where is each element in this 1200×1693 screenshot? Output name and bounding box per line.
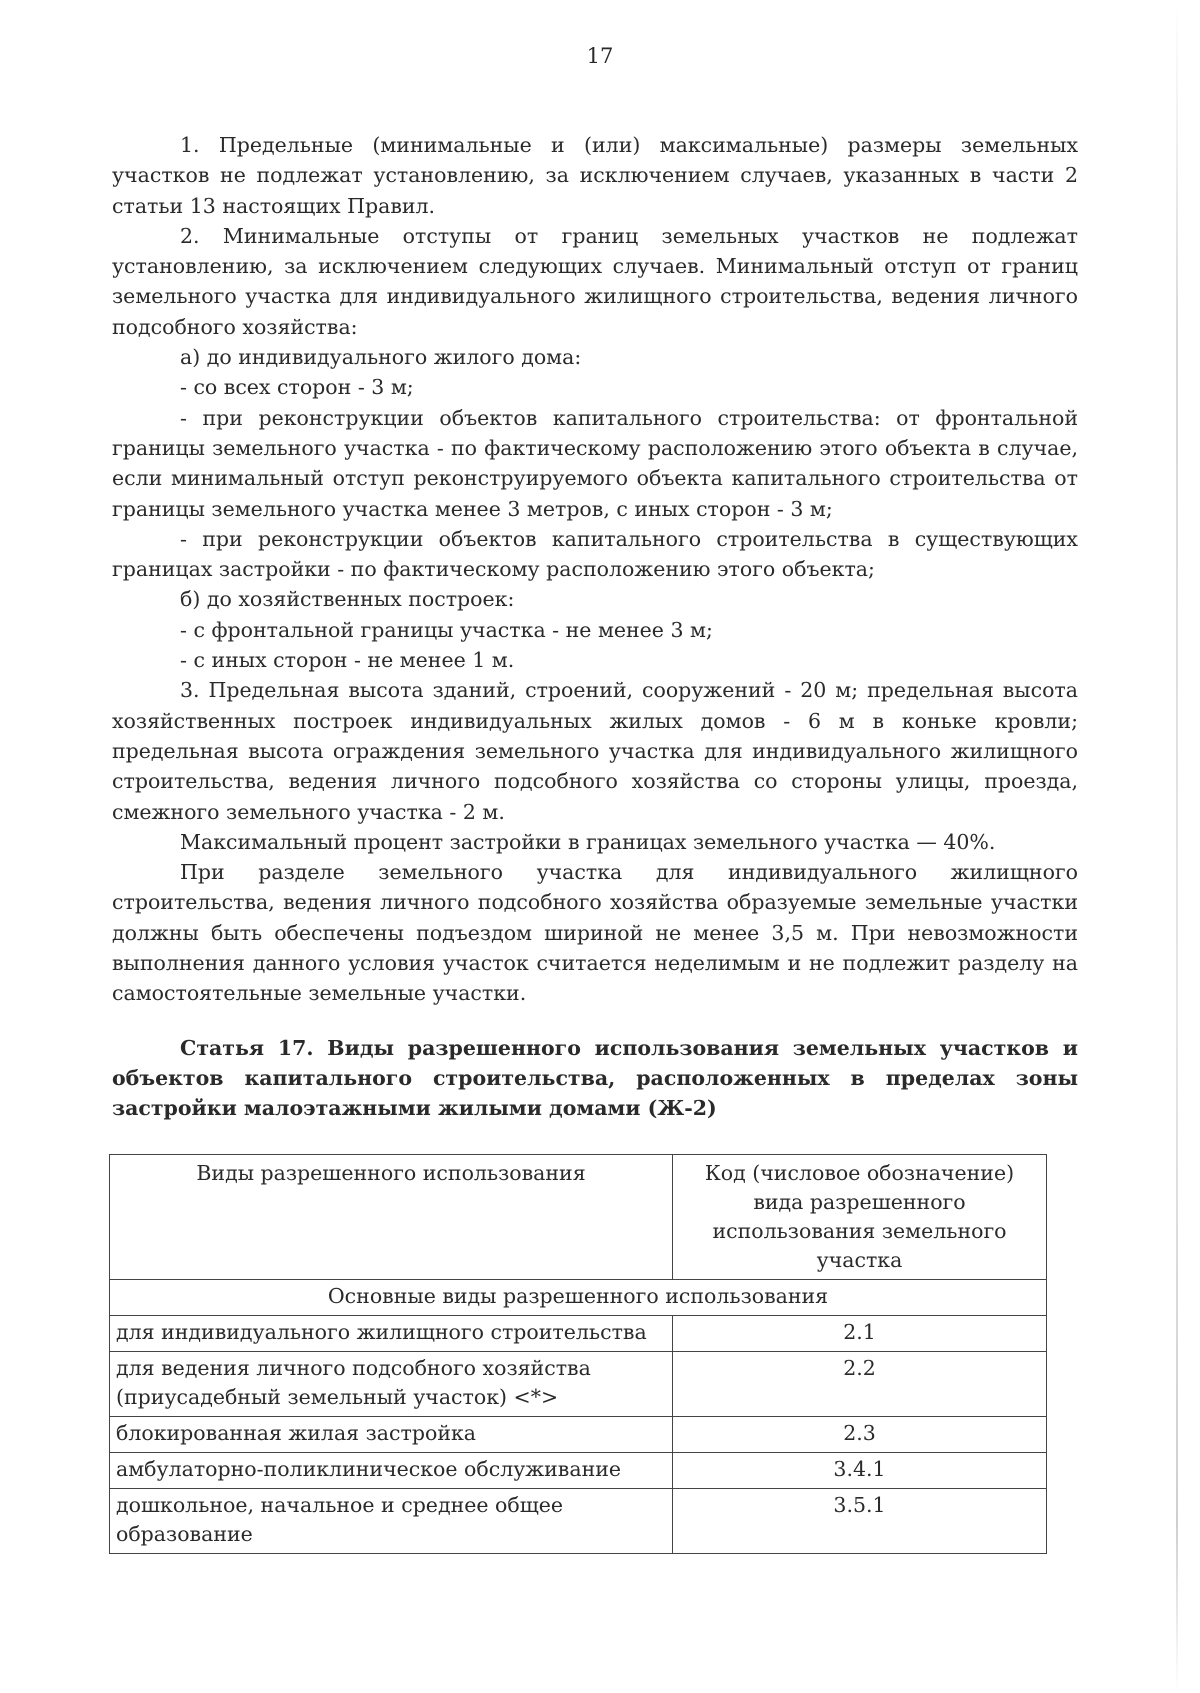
table-row	[110, 1489, 1047, 1554]
table-header-row	[110, 1155, 1047, 1280]
article-title: Статья 17. Виды разрешенного использования земельных участков и объектов капитального строительства, расположенных в пределах зоны застройки малоэтажными жилыми домами (Ж-2)	[112, 1036, 1078, 1120]
permitted-uses-table	[109, 1154, 1047, 1554]
use-name: дошкольное, начальное и среднее общее образование	[110, 1489, 673, 1554]
use-name: для ведения личного подсобного хозяйства (приусадебный земельный участок) <*>	[110, 1352, 673, 1417]
table-row	[110, 1352, 1047, 1417]
scan-edge-line	[1176, 0, 1178, 1693]
table-section-row	[110, 1280, 1047, 1316]
document-body	[112, 130, 1078, 1009]
use-code: 2.2	[673, 1352, 1047, 1417]
paragraph-3: а) до индивидуального жилого дома:	[180, 345, 582, 370]
use-code: 2.3	[673, 1417, 1047, 1453]
table-row	[110, 1453, 1047, 1489]
paragraph-1: 1. Предельные (минимальные и (или) максимальные) размеры земельных участков не подлежат установлению, за исключением случаев, указанных в части 2 статьи 13 настоящих Правил.	[112, 133, 1078, 218]
use-code: 3.5.1	[673, 1489, 1047, 1554]
table-row	[110, 1417, 1047, 1453]
paragraph-7: б) до хозяйственных построек:	[180, 587, 515, 612]
paragraph-12: При разделе земельного участка для индивидуального жилищного строительства, ведения личного подсобного хозяйства образуемые земельные участки должны быть обеспечены подъездом шириной не менее 3,5 м. При невозможности выполнения данного условия участок считается неделимым и не подлежит разделу на самостоятельные земельные участки.	[112, 860, 1078, 1006]
header-use-name: Виды разрешенного использования	[110, 1155, 673, 1280]
use-name: для индивидуального жилищного строительства	[110, 1316, 673, 1352]
use-name: амбулаторно-поликлиническое обслуживание	[110, 1453, 673, 1489]
paragraph-2: 2. Минимальные отступы от границ земельных участков не подлежат установлению, за исключением следующих случаев. Минимальный отступ от границ земельного участка для индивидуального жилищного строительства, ведения личного подсобного хозяйства:	[112, 223, 1078, 339]
paragraph-6: - при реконструкции объектов капитального строительства в существующих границах застройки - по фактическому расположению этого объекта;	[112, 526, 1078, 582]
paragraph-5: - при реконструкции объектов капитального строительства: от фронтальной границы земельного участка - по фактическому расположению этого объекта в случае, если минимальный отступ реконструируемого объекта капитального строительства от границы земельного участка менее 3 метров, с иных сторон - 3 м;	[112, 405, 1078, 521]
paragraph-4: - со всех сторон - 3 м;	[180, 375, 414, 400]
paragraph-9: - с иных сторон - не менее 1 м.	[180, 648, 515, 673]
page-number: 17	[586, 44, 614, 68]
section-title: Основные виды разрешенного использования	[110, 1280, 1047, 1316]
use-code: 3.4.1	[673, 1453, 1047, 1489]
use-name: блокированная жилая застройка	[110, 1417, 673, 1453]
paragraph-11: Максимальный процент застройки в границах земельного участка — 40%.	[180, 829, 996, 854]
paragraph-10: 3. Предельная высота зданий, строений, сооружений - 20 м; предельная высота хозяйственных построек индивидуальных жилых домов - 6 м в коньке кровли; предельная высота ограждения земельного участка для индивидуального жилищного строительства, ведения личного подсобного хозяйства со стороны улицы, проезда, смежного земельного участка - 2 м.	[112, 678, 1078, 824]
header-use-code: Код (числовое обозначение) вида разрешенного использования земельного участка	[673, 1155, 1047, 1280]
paragraph-8: - с фронтальной границы участка - не менее 3 м;	[180, 617, 713, 642]
use-code: 2.1	[673, 1316, 1047, 1352]
table-row	[110, 1316, 1047, 1352]
